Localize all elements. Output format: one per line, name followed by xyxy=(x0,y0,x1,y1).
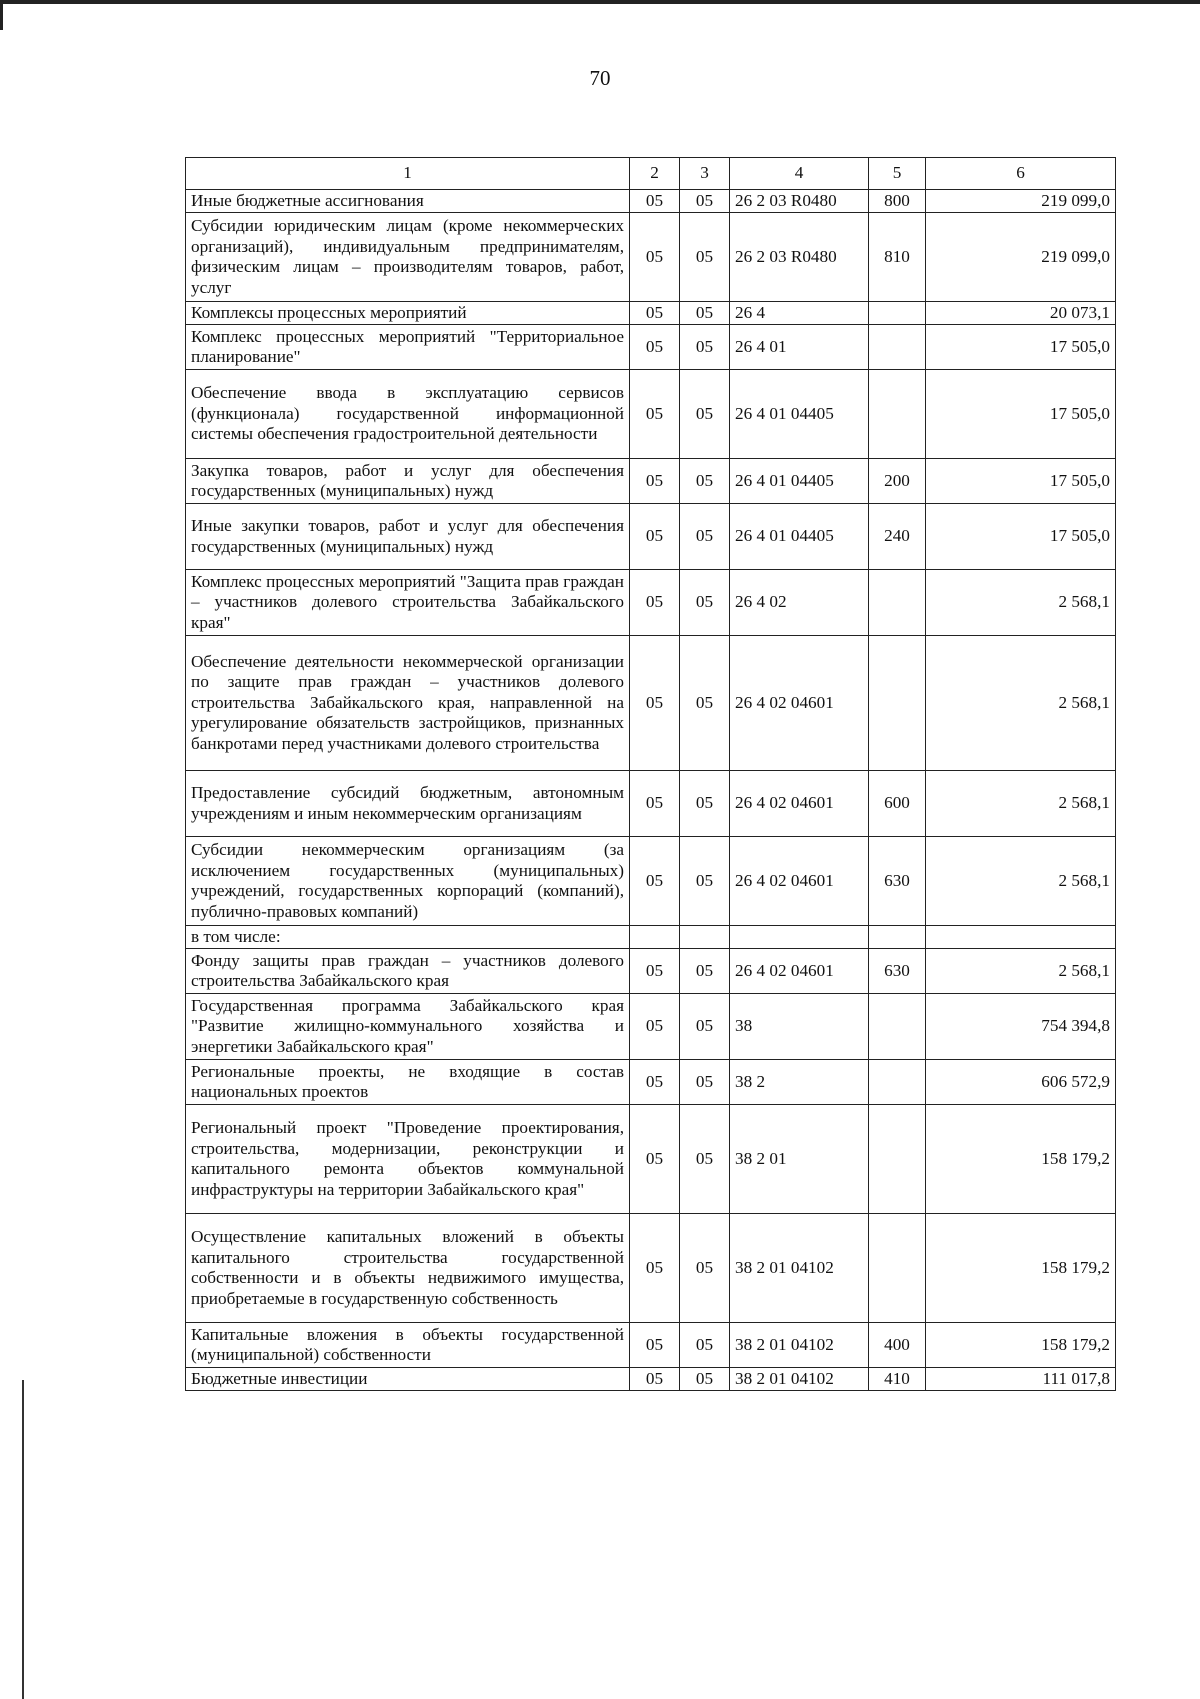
row-target-code xyxy=(730,926,869,949)
column-header-3: 3 xyxy=(680,158,730,190)
row-target-code: 38 2 01 xyxy=(730,1105,869,1214)
table-row xyxy=(186,949,1116,994)
row-section xyxy=(630,926,680,949)
row-amount: 2 568,1 xyxy=(926,837,1116,926)
table-row xyxy=(186,926,1116,949)
row-name: Иные бюджетные ассигнования xyxy=(186,190,630,213)
row-target-code: 26 2 03 R0480 xyxy=(730,213,869,302)
table-header-row xyxy=(186,158,1116,190)
row-expense-type: 810 xyxy=(869,213,926,302)
row-expense-type: 400 xyxy=(869,1323,926,1368)
row-amount: 158 179,2 xyxy=(926,1105,1116,1214)
table-row xyxy=(186,459,1116,504)
row-expense-type xyxy=(869,1105,926,1214)
table-row xyxy=(186,1368,1116,1391)
row-section: 05 xyxy=(630,570,680,636)
row-amount: 111 017,8 xyxy=(926,1368,1116,1391)
row-subsection: 05 xyxy=(680,636,730,771)
row-amount: 17 505,0 xyxy=(926,459,1116,504)
column-header-2: 2 xyxy=(630,158,680,190)
row-target-code: 26 4 01 04405 xyxy=(730,370,869,459)
row-subsection: 05 xyxy=(680,302,730,325)
row-target-code: 26 4 02 xyxy=(730,570,869,636)
row-amount: 158 179,2 xyxy=(926,1214,1116,1323)
row-name: Иные закупки товаров, работ и услуг для обеспечения государственных (муниципальных) нужд xyxy=(186,504,630,570)
row-name: Фонду защиты прав граждан – участников долевого строительства Забайкальского края xyxy=(186,949,630,994)
row-subsection: 05 xyxy=(680,1105,730,1214)
row-expense-type xyxy=(869,994,926,1060)
table-row xyxy=(186,1060,1116,1105)
row-name: Субсидии юридическим лицам (кроме некоммерческих организаций), индивидуальным предпринимателям, физическим лицам – производителям товаров, работ, услуг xyxy=(186,213,630,302)
row-target-code: 38 2 01 04102 xyxy=(730,1323,869,1368)
row-amount: 17 505,0 xyxy=(926,504,1116,570)
table-row xyxy=(186,994,1116,1060)
row-name: Государственная программа Забайкальского края "Развитие жилищно-коммунального хозяйства и энергетики Забайкальского края" xyxy=(186,994,630,1060)
row-subsection: 05 xyxy=(680,1214,730,1323)
row-section: 05 xyxy=(630,636,680,771)
row-expense-type: 630 xyxy=(869,837,926,926)
row-section: 05 xyxy=(630,1105,680,1214)
row-amount: 2 568,1 xyxy=(926,570,1116,636)
budget-table xyxy=(185,157,1116,1391)
row-amount: 158 179,2 xyxy=(926,1323,1116,1368)
row-section: 05 xyxy=(630,771,680,837)
row-subsection: 05 xyxy=(680,837,730,926)
row-section: 05 xyxy=(630,837,680,926)
row-expense-type: 200 xyxy=(869,459,926,504)
row-name: Комплексы процессных мероприятий xyxy=(186,302,630,325)
row-name: Региональные проекты, не входящие в состав национальных проектов xyxy=(186,1060,630,1105)
row-section: 05 xyxy=(630,190,680,213)
row-target-code: 38 2 01 04102 xyxy=(730,1368,869,1391)
row-subsection: 05 xyxy=(680,1323,730,1368)
row-name: Капитальные вложения в объекты государственной (муниципальной) собственности xyxy=(186,1323,630,1368)
row-amount: 17 505,0 xyxy=(926,370,1116,459)
row-expense-type xyxy=(869,926,926,949)
row-section: 05 xyxy=(630,1323,680,1368)
row-expense-type xyxy=(869,370,926,459)
table-row xyxy=(186,370,1116,459)
column-header-1: 1 xyxy=(186,158,630,190)
row-target-code: 26 4 02 04601 xyxy=(730,636,869,771)
row-subsection: 05 xyxy=(680,504,730,570)
row-name: Осуществление капитальных вложений в объекты капитального строительства государственной собственности и в объекты недвижимого имущества, приобретаемые в государственную собственность xyxy=(186,1214,630,1323)
row-amount: 2 568,1 xyxy=(926,949,1116,994)
table-row xyxy=(186,1323,1116,1368)
row-expense-type: 410 xyxy=(869,1368,926,1391)
row-amount: 754 394,8 xyxy=(926,994,1116,1060)
row-name: Комплекс процессных мероприятий "Защита прав граждан – участников долевого строительства Забайкальского края" xyxy=(186,570,630,636)
row-subsection: 05 xyxy=(680,459,730,504)
row-expense-type xyxy=(869,636,926,771)
row-subsection: 05 xyxy=(680,570,730,636)
row-name: Субсидии некоммерческим организациям (за исключением государственных (муниципальных) учреждений, государственных корпораций (компаний), публично-правовых компаний) xyxy=(186,837,630,926)
row-target-code: 26 4 xyxy=(730,302,869,325)
row-expense-type xyxy=(869,570,926,636)
row-name: Обеспечение ввода в эксплуатацию сервисов (функционала) государственной информационной системы обеспечения градостроительной деятельности xyxy=(186,370,630,459)
row-target-code: 26 4 01 04405 xyxy=(730,504,869,570)
scan-border-left-lower xyxy=(22,1380,24,1699)
row-section: 05 xyxy=(630,1060,680,1105)
row-target-code: 26 4 02 04601 xyxy=(730,771,869,837)
row-subsection: 05 xyxy=(680,213,730,302)
row-expense-type xyxy=(869,1060,926,1105)
row-expense-type xyxy=(869,1214,926,1323)
row-amount: 219 099,0 xyxy=(926,190,1116,213)
table-row xyxy=(186,190,1116,213)
table-row xyxy=(186,1105,1116,1214)
row-amount: 20 073,1 xyxy=(926,302,1116,325)
table-row xyxy=(186,837,1116,926)
row-name: Обеспечение деятельности некоммерческой организации по защите прав граждан – участников долевого строительства Забайкальского края, направленной на урегулирование обязательств застройщиков, признанных банкротами перед участниками долевого строительства xyxy=(186,636,630,771)
row-target-code: 38 2 xyxy=(730,1060,869,1105)
row-target-code: 26 4 02 04601 xyxy=(730,949,869,994)
row-name: в том числе: xyxy=(186,926,630,949)
row-expense-type xyxy=(869,325,926,370)
row-subsection: 05 xyxy=(680,190,730,213)
row-amount: 606 572,9 xyxy=(926,1060,1116,1105)
row-section: 05 xyxy=(630,213,680,302)
column-header-6: 6 xyxy=(926,158,1116,190)
row-section: 05 xyxy=(630,949,680,994)
table-row xyxy=(186,302,1116,325)
row-target-code: 26 4 02 04601 xyxy=(730,837,869,926)
row-section: 05 xyxy=(630,302,680,325)
row-expense-type: 800 xyxy=(869,190,926,213)
row-subsection: 05 xyxy=(680,1060,730,1105)
row-amount: 219 099,0 xyxy=(926,213,1116,302)
row-expense-type: 600 xyxy=(869,771,926,837)
table-row xyxy=(186,213,1116,302)
row-subsection xyxy=(680,926,730,949)
row-target-code: 38 xyxy=(730,994,869,1060)
row-section: 05 xyxy=(630,1368,680,1391)
row-section: 05 xyxy=(630,459,680,504)
row-name: Закупка товаров, работ и услуг для обеспечения государственных (муниципальных) нужд xyxy=(186,459,630,504)
table-row xyxy=(186,570,1116,636)
row-amount: 2 568,1 xyxy=(926,771,1116,837)
row-subsection: 05 xyxy=(680,1368,730,1391)
row-target-code: 26 2 03 R0480 xyxy=(730,190,869,213)
row-section: 05 xyxy=(630,1214,680,1323)
row-subsection: 05 xyxy=(680,771,730,837)
row-section: 05 xyxy=(630,504,680,570)
row-subsection: 05 xyxy=(680,949,730,994)
row-amount: 17 505,0 xyxy=(926,325,1116,370)
row-target-code: 38 2 01 04102 xyxy=(730,1214,869,1323)
row-expense-type xyxy=(869,302,926,325)
table-row xyxy=(186,636,1116,771)
row-subsection: 05 xyxy=(680,994,730,1060)
table-row xyxy=(186,504,1116,570)
row-expense-type: 240 xyxy=(869,504,926,570)
page-number: 70 xyxy=(589,66,611,90)
scan-border-top xyxy=(0,0,1200,4)
row-subsection: 05 xyxy=(680,325,730,370)
row-section: 05 xyxy=(630,325,680,370)
row-expense-type: 630 xyxy=(869,949,926,994)
table-row xyxy=(186,1214,1116,1323)
column-header-4: 4 xyxy=(730,158,869,190)
row-name: Предоставление субсидий бюджетным, автономным учреждениям и иным некоммерческим организациям xyxy=(186,771,630,837)
scan-border-left xyxy=(0,0,3,30)
table-row xyxy=(186,325,1116,370)
row-amount xyxy=(926,926,1116,949)
row-amount: 2 568,1 xyxy=(926,636,1116,771)
row-name: Бюджетные инвестиции xyxy=(186,1368,630,1391)
row-section: 05 xyxy=(630,370,680,459)
row-target-code: 26 4 01 04405 xyxy=(730,459,869,504)
column-header-5: 5 xyxy=(869,158,926,190)
row-target-code: 26 4 01 xyxy=(730,325,869,370)
row-section: 05 xyxy=(630,994,680,1060)
row-subsection: 05 xyxy=(680,370,730,459)
row-name: Комплекс процессных мероприятий "Территориальное планирование" xyxy=(186,325,630,370)
row-name: Региональный проект "Проведение проектирования, строительства, модернизации, реконструкции и капитального ремонта объектов коммунальной инфраструктуры на территории Забайкальского края" xyxy=(186,1105,630,1214)
table-row xyxy=(186,771,1116,837)
